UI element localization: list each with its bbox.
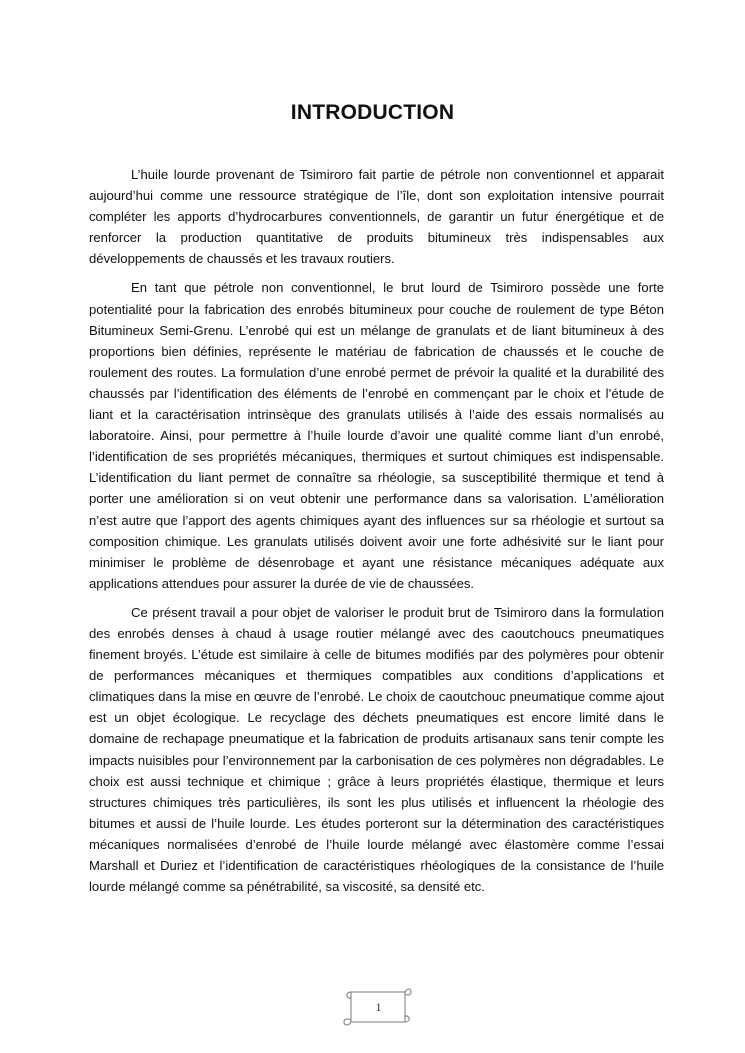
- page-footer: [341, 982, 411, 1032]
- paragraph-3: Ce présent travail a pour objet de valoriser le produit brut de Tsimiroro dans la formulation des enrobés denses à chaud à usage routier mélangé avec des caoutchoucs pneumatiques finement broyés. L’étude est similaire à celle de bitumes modifiés par des polymères pour obtenir de performances mécaniques et thermiques compatibles aux conditions d’applications et climatiques dans la mise en œuvre de l’enrobé. Le choix de caoutchouc pneumatique comme ajout est un objet écologique. Le recyclage des déchets pneumatiques est encore limité dans le domaine de rechapage pneumatique et la fabrication de produits artisanaux sans tenir compte les impacts nuisibles pour l’environnement par la carbonisation de ces polymères non dégradables. Le choix est aussi technique et chimique ; grâce à leurs propriétés élastique, thermique et leurs structures chimiques très particulières, ils sont les plus utilisés et influencent la rhéologie des bitumes et aussi de l’huile lourde. Les études porteront sur la détermination des caractéristiques mécaniques normalisées d’enrobé de l’huile lourde mélangé avec élastomère comme l’essai Marshall et Duriez et l’identification de caractéristiques rhéologiques de la consistance de l’huile lourde mélangé comme sa pénétrabilité, sa viscosité, sa densité etc.: [89, 604, 664, 895]
- page-title: INTRODUCTION: [290, 101, 455, 124]
- document-body: [89, 164, 664, 905]
- paragraph-1: L’huile lourde provenant de Tsimiroro fait partie de pétrole non conventionnel et apparait aujourd’hui comme une ressource stratégique de l’île, dont son exploitation intensive pourrait compléter les apports d’hydrocarbures conventionnels, de garantir un futur énergétique et de renforcer la production quantitative de produits bitumineux très indispensables aux développements de chaussés et les travaux routiers.: [89, 167, 664, 267]
- paragraph-2: En tant que pétrole non conventionnel, le brut lourd de Tsimiroro possède une forte potentialité pour la fabrication des enrobés bitumineux pour couche de roulement de type Béton Bitumineux Semi-Grenu. L’enrobé qui est un mélange de granulats et de liant bitumineux à des proportions bien définies, représente le matériau de fabrication de chaussés et le couche de roulement des routes. La formulation d’une enrobé permet de prévoir la qualité et la durabilité des chaussés par l’identification des éléments de l’enrobé en commençant par le choix et l’étude de liant et la caractérisation intrinsèque des granulats utilisés à l’aide des essais normalisés au laboratoire. Ainsi, pour permettre à l’huile lourde d’avoir une qualité comme liant d’un enrobé, l’identification de ses propriétés mécaniques, thermiques et surtout chimiques est indispensable. L’identification du liant permet de connaître sa rhéologie, sa susceptibilité thermique et tend à porter une amélioration si on veut obtenir une performance dans sa valorisation. L’amélioration n’est autre que l’apport des agents chimiques ayant des influences sur sa rhéologie et surtout sa composition chimique. Les granulats utilisés doivent avoir une forte adhésivité sur le liant pour minimiser le problème de désenrobage et ayant une résistance mécaniques adéquate aux applications attendues pour assurer la durée de vie de chaussées.: [89, 280, 664, 591]
- page-number: 1: [375, 1000, 382, 1014]
